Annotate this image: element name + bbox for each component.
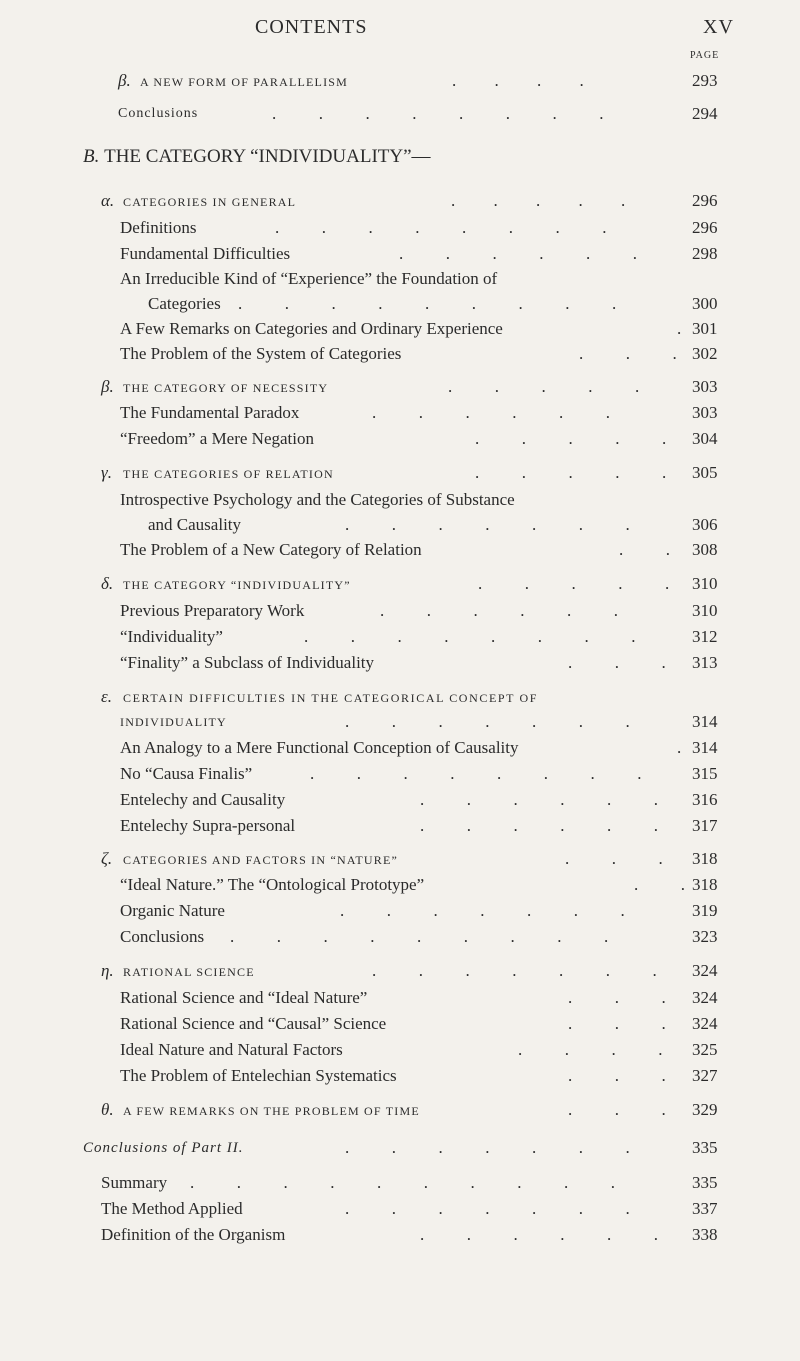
leader-dots: . . . . . xyxy=(475,463,667,482)
section-marker: B. xyxy=(83,146,100,167)
entry-title: The Problem of the System of Categories xyxy=(120,344,402,363)
entry-title: Entelechy and Causality xyxy=(120,790,286,809)
entry-page: 302 xyxy=(692,344,718,363)
toc-entry xyxy=(0,537,800,563)
entry-page: 300 xyxy=(692,294,718,313)
toc-entry xyxy=(0,761,800,787)
entry-page: 293 xyxy=(692,71,718,90)
toc-entry xyxy=(0,709,800,735)
entry-title: Conclusions xyxy=(118,106,199,121)
toc-entry xyxy=(0,241,800,267)
entry-page: 298 xyxy=(692,244,718,263)
entry-page: 327 xyxy=(692,1066,718,1085)
entry-title: THE CATEGORY OF NECESSITY xyxy=(123,381,329,395)
entry-title: Rational Science and “Causal” Science xyxy=(120,1014,387,1033)
entry-page: 296 xyxy=(692,218,718,237)
leader-dots: . . . . . . . . xyxy=(310,764,642,783)
toc-entry xyxy=(0,571,800,597)
toc-entry xyxy=(0,1037,800,1063)
entry-page: 319 xyxy=(692,901,718,920)
section-marker: ε. xyxy=(101,687,112,706)
section-marker: β. xyxy=(101,377,114,396)
entry-page: 308 xyxy=(692,540,718,559)
entry-page: 317 xyxy=(692,816,718,835)
entry-title: Organic Nature xyxy=(120,901,225,920)
entry-page: 324 xyxy=(692,961,718,980)
entry-page: 325 xyxy=(692,1040,718,1059)
entry-title: A NEW FORM OF PARALLELISM xyxy=(140,75,349,89)
entry-title: The Problem of Entelechian Systematics xyxy=(120,1066,397,1085)
toc-entry xyxy=(0,1097,800,1123)
entry-title: Conclusions of Part II. xyxy=(83,1140,244,1156)
page-title: CONTENTS xyxy=(255,16,368,38)
entry-page: 315 xyxy=(692,764,718,783)
leader-dots: . . . . . xyxy=(478,574,670,593)
running-head xyxy=(0,16,800,42)
toc-entry xyxy=(0,460,800,486)
page-column-label: PAGE xyxy=(690,50,720,61)
entry-page: 310 xyxy=(692,601,718,620)
toc-entry xyxy=(0,291,800,317)
toc-entry xyxy=(0,1063,800,1089)
section-marker: β. xyxy=(118,71,131,90)
toc-entry xyxy=(0,735,800,761)
entry-title: Introspective Psychology and the Categories of Substance xyxy=(120,490,515,509)
toc-entry xyxy=(0,426,800,452)
section-marker: ζ. xyxy=(101,849,113,868)
toc-entry xyxy=(0,1170,800,1196)
leader-dots: . . . . . . . xyxy=(345,1138,630,1157)
entry-title: A Few Remarks on Categories and Ordinary Experience xyxy=(120,319,503,338)
toc-entry xyxy=(0,924,800,950)
leader-dots: . . . . . . . xyxy=(345,712,630,731)
entry-title: Previous Preparatory Work xyxy=(120,601,305,620)
leader-dots: . . . xyxy=(579,344,677,363)
leader-dots: . . xyxy=(619,540,670,559)
section-marker: α. xyxy=(101,191,115,210)
leader-dots: . . . . . . . . xyxy=(272,104,604,123)
entry-page: 337 xyxy=(692,1199,718,1218)
entry-title: Conclusions xyxy=(120,927,205,946)
toc-entry xyxy=(0,1196,800,1222)
entry-page: 314 xyxy=(692,712,718,731)
entry-title: THE CATEGORY “INDIVIDUALITY” xyxy=(123,578,351,592)
section-marker: δ. xyxy=(101,574,114,593)
entry-title: “Individuality” xyxy=(120,627,223,646)
entry-page: 306 xyxy=(692,515,718,534)
toc-entry xyxy=(0,872,800,898)
entry-title: Rational Science and “Ideal Nature” xyxy=(120,988,368,1007)
toc-entry xyxy=(0,341,800,367)
entry-title: Definitions xyxy=(120,218,197,237)
entry-title: An Analogy to a Mere Functional Conception of Causality xyxy=(120,738,519,757)
entry-title: A FEW REMARKS ON THE PROBLEM OF TIME xyxy=(123,1104,420,1118)
section-marker: θ. xyxy=(101,1100,114,1119)
leader-dots: . . . . . . . xyxy=(340,901,625,920)
entry-title: The Method Applied xyxy=(101,1199,243,1218)
leader-dots: . . . . . xyxy=(451,191,626,210)
section-marker: γ. xyxy=(101,463,112,482)
leader-dots: . . . . . . . xyxy=(345,515,630,534)
entry-page: 324 xyxy=(692,1014,718,1033)
entry-title: Categories xyxy=(148,294,221,313)
entry-page: 313 xyxy=(692,653,718,672)
leader-dots: . . . xyxy=(568,988,666,1007)
leader-dots: . . . . . . . . . . xyxy=(190,1173,615,1192)
toc-entry xyxy=(0,624,800,650)
entry-page: 324 xyxy=(692,988,718,1007)
entry-title: CATEGORIES IN GENERAL xyxy=(123,195,297,209)
leader-dots: . . . . . xyxy=(448,377,640,396)
toc-entry xyxy=(0,985,800,1011)
entry-title: INDIVIDUALITY xyxy=(120,715,227,729)
toc-entry xyxy=(0,68,800,94)
toc-entry xyxy=(0,316,800,342)
entry-title: Fundamental Difficulties xyxy=(120,244,291,263)
entry-page: 338 xyxy=(692,1225,718,1244)
leader-dots: . . . . . . . . xyxy=(275,218,607,237)
leader-dots: . . . xyxy=(568,653,666,672)
leader-dots: . . . . . . xyxy=(420,790,658,809)
toc-entry xyxy=(0,787,800,813)
toc-entry xyxy=(0,188,800,214)
leader-dots: . . . . . . xyxy=(372,403,610,422)
leader-dots: . . . . xyxy=(518,1040,663,1059)
entry-title: RATIONAL SCIENCE xyxy=(123,965,255,979)
toc-part-heading xyxy=(0,144,800,170)
toc-entry xyxy=(0,958,800,984)
toc-entry xyxy=(0,400,800,426)
toc-entry xyxy=(0,1011,800,1037)
leader-dots: . xyxy=(677,738,682,757)
entry-title: The Fundamental Paradox xyxy=(120,403,300,422)
leader-dots: . xyxy=(677,319,682,338)
entry-page: 301 xyxy=(692,319,718,338)
leader-dots: . . . . . . . . xyxy=(304,627,636,646)
entry-page: 296 xyxy=(692,191,718,210)
leader-dots: . . . . . xyxy=(475,429,667,448)
leader-dots: . . . . . . xyxy=(420,1225,658,1244)
entry-title: CERTAIN DIFFICULTIES IN THE CATEGORICAL CONCEPT OF xyxy=(123,691,539,705)
leader-dots: . . . . . . . xyxy=(345,1199,630,1218)
leader-dots: . . . xyxy=(568,1014,666,1033)
page-number: XV xyxy=(703,16,734,38)
entry-title: Ideal Nature and Natural Factors xyxy=(120,1040,343,1059)
toc-entry xyxy=(0,684,800,710)
entry-page: 318 xyxy=(692,875,718,894)
leader-dots: . . . . xyxy=(452,71,584,90)
toc-entry xyxy=(0,846,800,872)
entry-page: 323 xyxy=(692,927,718,946)
entry-page: 303 xyxy=(692,403,718,422)
leader-dots: . . . xyxy=(568,1100,666,1119)
toc-entry xyxy=(0,898,800,924)
entry-title: THE CATEGORIES OF RELATION xyxy=(123,467,334,481)
leader-dots: . . . . . . . . . xyxy=(230,927,609,946)
leader-dots: . . . xyxy=(568,1066,666,1085)
entry-title: Summary xyxy=(101,1173,168,1192)
toc-entry xyxy=(0,487,800,513)
section-marker: η. xyxy=(101,961,114,980)
entry-page: 335 xyxy=(692,1138,718,1157)
entry-page: 294 xyxy=(692,104,718,123)
toc-entry xyxy=(0,650,800,676)
entry-page: 312 xyxy=(692,627,718,646)
entry-page: 303 xyxy=(692,377,718,396)
entry-title: No “Causa Finalis” xyxy=(120,764,253,783)
entry-title: “Finality” a Subclass of Individuality xyxy=(120,653,375,672)
toc-entry xyxy=(0,1222,800,1248)
entry-title: The Problem of a New Category of Relation xyxy=(120,540,422,559)
entry-title: “Ideal Nature.” The “Ontological Prototype” xyxy=(120,875,425,894)
leader-dots: . . . xyxy=(565,849,663,868)
entry-page: 305 xyxy=(692,463,718,482)
toc-entry xyxy=(0,215,800,241)
entry-title: CATEGORIES AND FACTORS IN “NATURE” xyxy=(123,853,399,867)
leader-dots: . . xyxy=(634,875,685,894)
entry-title: “Freedom” a Mere Negation xyxy=(120,429,314,448)
toc-entry xyxy=(0,1135,800,1161)
entry-title: Entelechy Supra-personal xyxy=(120,816,296,835)
entry-page: 314 xyxy=(692,738,718,757)
leader-dots: . . . . . . xyxy=(380,601,618,620)
entry-page: 318 xyxy=(692,849,718,868)
entry-page: 329 xyxy=(692,1100,718,1119)
toc-entry xyxy=(0,512,800,538)
entry-title: and Causality xyxy=(148,515,242,534)
entry-page: 335 xyxy=(692,1173,718,1192)
leader-dots: . . . . . . xyxy=(399,244,637,263)
toc-entry xyxy=(0,813,800,839)
entry-title: THE CATEGORY “INDIVIDUALITY”— xyxy=(104,146,431,167)
entry-title: Definition of the Organism xyxy=(101,1225,286,1244)
toc-entry xyxy=(0,374,800,400)
toc-entry xyxy=(0,598,800,624)
leader-dots: . . . . . . xyxy=(420,816,658,835)
entry-page: 316 xyxy=(692,790,718,809)
entry-page: 304 xyxy=(692,429,718,448)
toc-entry xyxy=(0,266,800,292)
leader-dots: . . . . . . . xyxy=(372,961,657,980)
toc-entry xyxy=(0,101,800,127)
leader-dots: . . . . . . . . . xyxy=(238,294,617,313)
entry-title: An Irreducible Kind of “Experience” the Foundation of xyxy=(120,269,498,288)
entry-page: 310 xyxy=(692,574,718,593)
